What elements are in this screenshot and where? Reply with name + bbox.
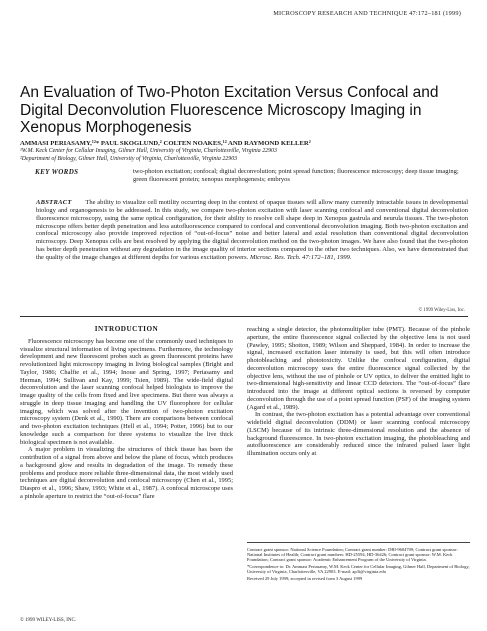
- footnote-received: Received 29 July 1999; accepted in revised form 3 August 1999: [247, 576, 363, 582]
- affiliation-1: ¹W.M. Keck Center for Cellular Imaging, Gilmer Hall, University of Virginia, Charlottesville, Virginia 22903: [20, 147, 277, 154]
- affiliation-2: ²Department of Biology, Gilmer Hall, University of Virginia, Charlottesville, Virginia 22903: [20, 155, 238, 162]
- keywords-label: KEY WORDS: [35, 168, 79, 176]
- keywords-text: two-photon excitation; confocal; digital deconvolution; point spread function; fluorescence microscopy; deep tissue imaging; green fluorescent protein; xenopus morphogenesis; embryos: [133, 168, 459, 183]
- body-paragraph: A major problem in visualizing the structures of thick tissue has been the contribution of a signal from above and below the plane of focus, which produces a background glow and results in degradation of the image. To remedy these problems and produce more reliable three-dimensional data, the most widely used techniques are digital deconvolution and confocal microscopy (Chen et al., 1995; Diaspro et al., 1996; Shaw, 1993; White et al., 1987). A confocal microscope uses a pinhole aperture to restrict the “out-of-focus” flare: [20, 446, 233, 500]
- section-divider: [20, 316, 468, 317]
- introduction-heading: INTRODUCTION: [94, 325, 159, 333]
- body-paragraph: In contrast, the two-photon excitation has a potential advantage over conventional widefield digital deconvolution (DDM) or laser scanning confocal microscopy (LSCM) because of its intrinsic three-dimensional resolution and the absence of background fluorescence. In two-photon excitation imaging, the photobleaching and autofluorescence are considerably reduced since the infrared pulsed laser light illumination occurs only at: [247, 411, 470, 457]
- abstract-credit: © 1999 Wiley-Liss, Inc.: [418, 308, 465, 313]
- journal-header: MICROSCOPY RESEARCH AND TECHNIQUE 47:172–181 (1999): [273, 10, 461, 17]
- author-block: [20, 140, 475, 163]
- abstract-citation: Microsc. Res. Tech. 47:172–181, 1999.: [249, 253, 352, 261]
- footnote-grants: Contract grant sponsor: National Science Foundation; Contract grant number: DBI-9604709; Contract grant sponsor: National Institutes of Health; Contract grant numbers: HD-25594, HD-36426; Contract grant sponsor: W.M. Keck Foundation; Contract grant sponsor: Academic Enhancement Program of the University of Virginia.: [247, 547, 458, 563]
- copyright: © 1999 WILEY-LISS, INC.: [20, 618, 77, 623]
- footnote-correspondence: *Correspondence to: Dr. Ammasi Periasamy, W.M. Keck Center for Cellular Imaging, Gilmer Hall, Department of Biology, University of Virginia, Charlottesville, VA 22903. E-mail: ap3t@virginia.edu: [247, 564, 470, 575]
- abstract-text: The ability to visualize cell motility occurring deep in the context of opaque tissues will allow many currently intractable issues in developmental biology and organogenesis to be addressed. In this study, we compare two-photon excitation with laser scanning confocal and conventional digital deconvolution fluorescence microscopy, using the same optical configuration, for their ability to resolve cell shape deep in Xenopus gastrula and neurula tissues. The two-photon microscope offers better depth penetration and less autofluorescence compared to confocal and conventional deconvolution imaging. Both two-photon excitation and confocal microscopy also provide improved rejection of “out-of-focus” noise and better lateral and axial resolution than conventional digital deconvolution microscopy. Deep Xenopus cells are best resolved by applying the digital deconvolution method on the two-photon images. We have also found that the two-photon has better depth penetration without any degradation in the image quality of interior sections compared to the other two techniques. Also, we have demonstrated that the quality of the image changes at different depths for various excitation powers.: [36, 199, 468, 261]
- article-title: An Evaluation of Two-Photon Excitation Versus Confocal and Digital Deconvolution Fluorescence Microscopy Imaging in Xenopus Morphogenesis: [20, 84, 439, 137]
- body-paragraph: reaching a single detector, the photomultiplier tube (PMT). Because of the pinhole aperture, the entire fluorescence signal collected by the objective lens is not used (Pawley, 1995; Shotton, 1989; Wilson and Sheppard, 1984). In order to increase the signal, increased excitation laser intensity is used, but this will often introduce photobleaching and phototoxicity. Unlike the confocal configuration, digital deconvolution microscopy uses the entire fluorescence signal collected by the objective lens, without the use of pinhole or UV optics, to deliver the emitted light to two-dimensional high-sensitivity and linear CCD detectors. The “out-of-focus” flare introduced into the image at different optical sections is reversed by computer deconvolution through the use of a point spread function (PSF) of the imaging system (Agard et al., 1989).: [247, 326, 470, 411]
- abstract-label: ABSTRACT: [36, 199, 72, 206]
- left-column: [20, 326, 233, 501]
- right-column: [247, 326, 470, 458]
- footnotes: [247, 542, 470, 583]
- abstract: [36, 199, 468, 262]
- author-names: AMMASI PERIASAMY,¹²* PAUL SKOGLUND,² COLTEN NOAKES,¹² AND RAYMOND KELLER²: [20, 140, 311, 147]
- body-paragraph: Fluorescence microscopy has become one of the commonly used techniques to visualize structural information of living specimens. Furthermore, the technology development and new fluorescent probes such as green fluorescent proteins have revolutionized light microscopy imaging in living biological samples (Bright and Taylor, 1986; Chalfie et al., 1994; Inoue and Spring, 1997; Periasamy and Herman, 1994; Sullivan and Kay, 1999; Tsien, 1989). The wide-field digital deconvolution and the laser scanning confocal helped biologists to improve the image quality of the cells from fixed and live specimens. But there was always a struggle in deep tissue imaging and handling the UV fluorophore for cellular imaging, which was solved after the invention of two-photon excitation microscopy system (Denk et al., 1990). There are comparisons between confocal and two-photon excitation techniques (Hell et al., 1994; Potter, 1996) but to our knowledge such a comparison for three systems to visualize the live thick biological specimen is not available.: [20, 337, 233, 446]
